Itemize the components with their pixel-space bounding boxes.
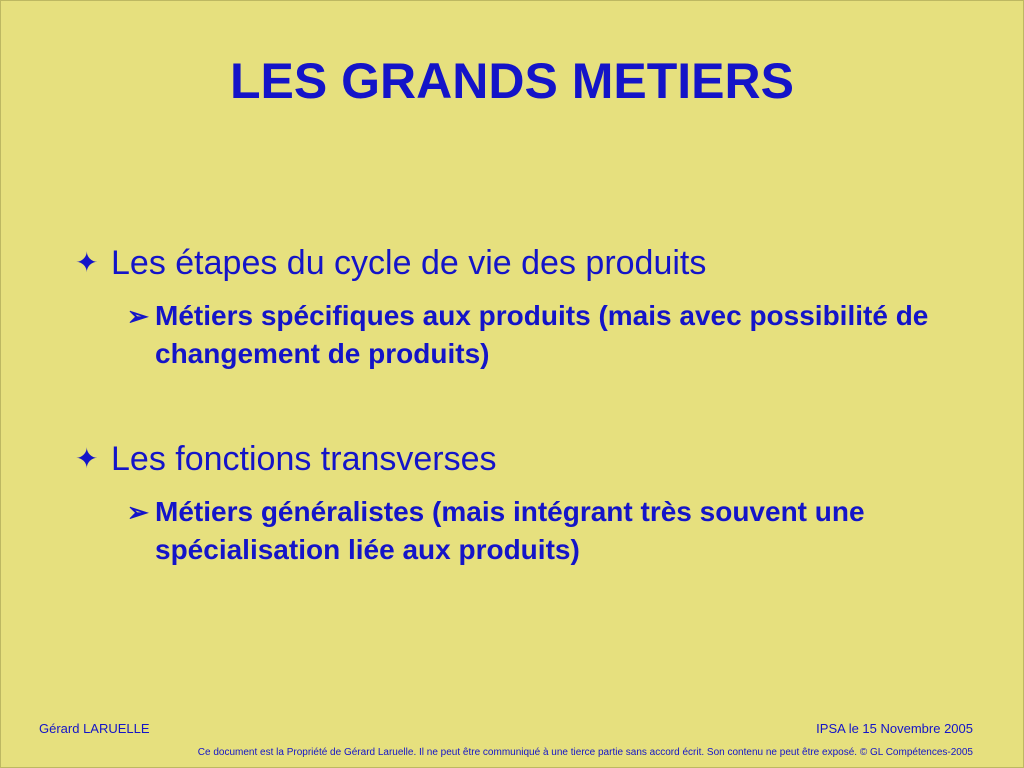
sub-bullet-generalist-jobs (127, 493, 967, 569)
bullet-text: Les étapes du cycle de vie des produits (111, 244, 707, 282)
bullet-transverse-functions (75, 439, 497, 479)
arrow-bullet-icon: ➢ (127, 301, 149, 331)
footer-copyright-notice: Ce document est la Propriété de Gérard Laruelle. Il ne peut être communiqué à une tierce partie sans accord écrit. Son contenu ne peut être exposé. © GL Compétences-2005 (197, 747, 973, 758)
bullet-lifecycle-stages (75, 243, 706, 283)
star-bullet-icon: ✦ (75, 247, 99, 278)
footer-author: Gérard LARUELLE (39, 721, 150, 736)
sub-bullet-text: Métiers généralistes (mais intégrant très souvent une spécialisation liée aux produits) (155, 496, 865, 565)
slide-title: LES GRANDS METIERS (230, 53, 794, 109)
arrow-bullet-icon: ➢ (127, 497, 149, 527)
sub-bullet-specific-jobs (127, 297, 967, 373)
sub-bullet-text: Métiers spécifiques aux produits (mais avec possibilité de changement de produits) (155, 300, 929, 369)
footer-event-date: IPSA le 15 Novembre 2005 (816, 721, 973, 736)
bullet-text: Les fonctions transverses (111, 440, 497, 478)
star-bullet-icon: ✦ (75, 443, 99, 474)
